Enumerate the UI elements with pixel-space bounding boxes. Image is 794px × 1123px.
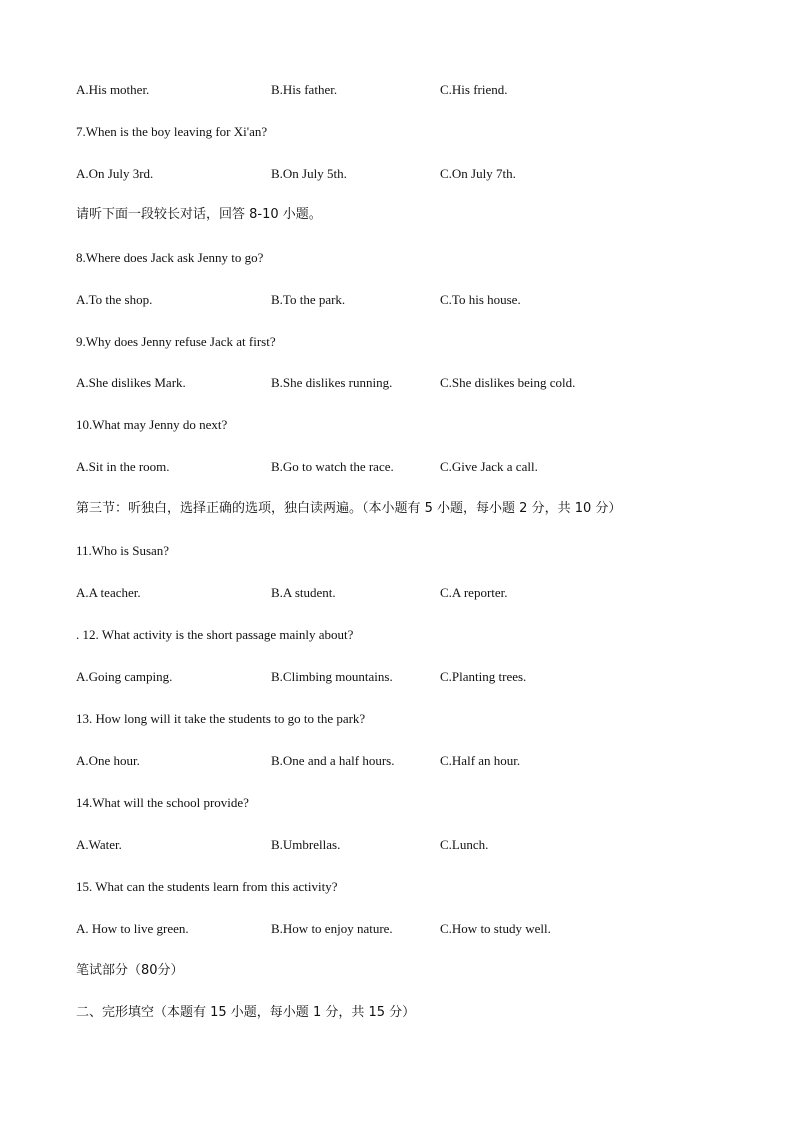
option-a: A.Sit in the room. xyxy=(76,459,170,474)
option-c: C.To his house. xyxy=(440,292,521,307)
section-heading: 二、完形填空（本题有 15 小题，每小题 1 分，共 15 分） xyxy=(76,1005,416,1020)
option-a: A. How to live green. xyxy=(76,921,189,936)
written-part-heading: 笔试部分（80分） xyxy=(76,963,184,978)
option-c: C.Give Jack a call. xyxy=(440,459,538,474)
option-b: B.A student. xyxy=(271,585,336,600)
option-b: B.Climbing mountains. xyxy=(271,669,393,684)
question-10: 10.What may Jenny do next? xyxy=(76,417,228,432)
option-b: B.His father. xyxy=(271,82,338,97)
option-a: A.A teacher. xyxy=(76,585,141,600)
option-b: B.How to enjoy nature. xyxy=(271,921,393,936)
question-15: 15. What can the students learn from this activity? xyxy=(76,879,338,894)
option-c: C.She dislikes being cold. xyxy=(440,375,576,390)
option-c: C.How to study well. xyxy=(440,921,551,936)
option-c: C.A reporter. xyxy=(440,585,508,600)
option-b: B.Umbrellas. xyxy=(271,837,341,852)
option-c: C.His friend. xyxy=(440,82,508,97)
question-7: 7.When is the boy leaving for Xi'an? xyxy=(76,124,268,139)
option-a: A.On July 3rd. xyxy=(76,166,154,181)
option-a: A.His mother. xyxy=(76,82,150,97)
option-c: C.On July 7th. xyxy=(440,166,516,181)
question-13: 13. How long will it take the students to go to the park? xyxy=(76,711,366,726)
option-c: C.Half an hour. xyxy=(440,753,521,768)
option-b: B.One and a half hours. xyxy=(271,753,395,768)
option-b: B.To the park. xyxy=(271,292,346,307)
question-11: 11.Who is Susan? xyxy=(76,543,170,558)
option-c: C.Lunch. xyxy=(440,837,489,852)
option-c: C.Planting trees. xyxy=(440,669,527,684)
option-a: A.One hour. xyxy=(76,753,140,768)
option-b: B.Go to watch the race. xyxy=(271,459,394,474)
section-heading: 第三节：听独白，选择正确的选项，独白读两遍。（本小题有 5 小题，每小题 2 分，共 10 分） xyxy=(76,501,622,516)
question-9: 9.Why does Jenny refuse Jack at first? xyxy=(76,334,276,349)
section-instruction: 请听下面一段较长对话，回答 8-10 小题。 xyxy=(76,207,322,222)
question-8: 8.Where does Jack ask Jenny to go? xyxy=(76,250,264,265)
question-14: 14.What will the school provide? xyxy=(76,795,249,810)
option-a: A.Going camping. xyxy=(76,669,173,684)
question-12: . 12. What activity is the short passage mainly about? xyxy=(76,627,354,642)
option-b: B.On July 5th. xyxy=(271,166,347,181)
option-b: B.She dislikes running. xyxy=(271,375,393,390)
option-a: A.Water. xyxy=(76,837,122,852)
option-a: A.To the shop. xyxy=(76,292,153,307)
option-a: A.She dislikes Mark. xyxy=(76,375,186,390)
